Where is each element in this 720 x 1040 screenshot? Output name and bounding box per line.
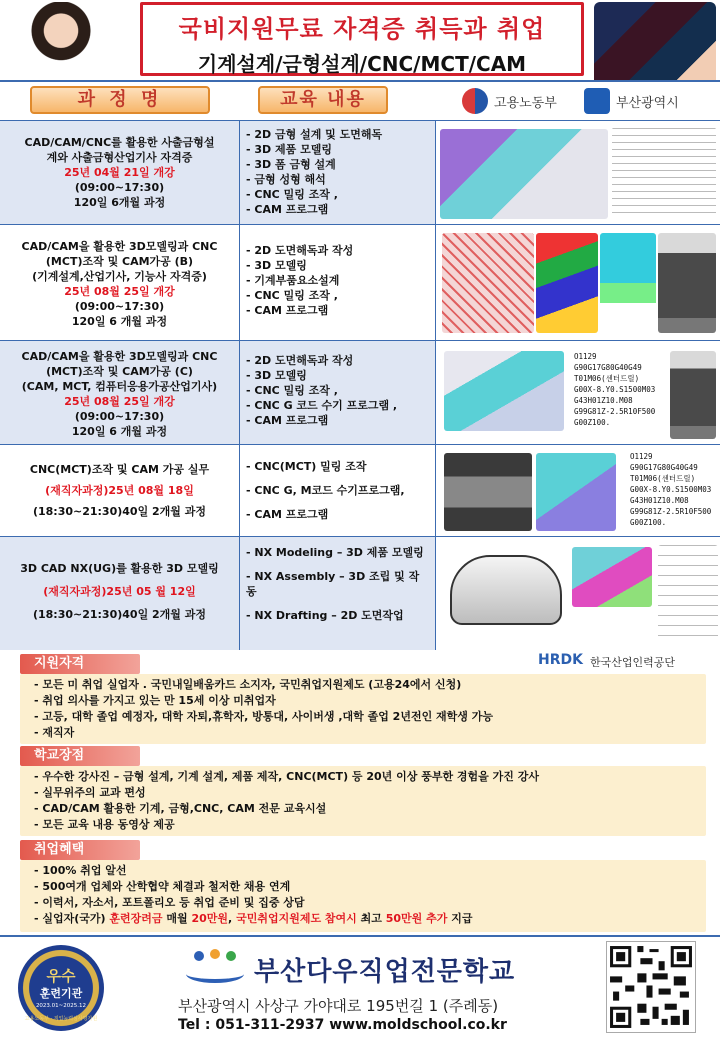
moel-emblem-icon <box>462 88 488 114</box>
benefits-item: - 500여개 업체와 산학협약 체결과 철저한 채용 연계 <box>34 880 291 893</box>
content-item: - 3D 모델링 <box>246 259 307 272</box>
mold-design-image <box>440 129 608 219</box>
school-name: 부산다우직업전문학교 <box>254 957 516 987</box>
course-name-cell: CNC(MCT)조작 및 CAM 가공 실무 (재직자과정)25년 08월 18일 (18:30~21:30)40일 2개월 과정 <box>0 445 240 536</box>
mouse-model-image <box>450 555 562 625</box>
course-image-cell <box>436 537 720 652</box>
content-item: - CNC(MCT) 밀링 조작 <box>246 460 367 473</box>
qualification-box <box>20 674 706 744</box>
content-item: - NX Assembly – 3D 조립 및 작동 <box>246 570 420 598</box>
content-item: - CNC 밀링 조작 , <box>246 289 338 302</box>
busan-logo <box>584 86 704 116</box>
mold-part-image <box>536 453 616 531</box>
course-duration: 120일 6 개월 과정 <box>71 425 168 438</box>
column-header-content: 교육 내용 <box>258 86 388 114</box>
course-row-2 <box>0 224 720 340</box>
course-time: (09:00~17:30) <box>74 300 165 313</box>
2d-drawing-image <box>658 545 718 645</box>
content-item: - CNC 밀링 조작 , <box>246 188 338 201</box>
excellent-training-badge <box>18 945 104 1031</box>
woman-photo-image <box>6 2 106 84</box>
content-item: - CAM 프로그램 <box>246 414 329 427</box>
badge-org: 고용노동부 · 직업능력심사평가원 <box>24 1016 98 1022</box>
sub-title: 기계설계/금형설계/CNC/MCT/CAM <box>197 52 527 76</box>
course-time: (09:00~17:30) <box>74 410 165 423</box>
qualification-item: - 모든 미 취업 실업자 . 국민내일배움카드 소지자, 국민취업지원제도 (고용24에서 신청) <box>34 678 462 691</box>
benefits-item-allowance: - 실업자(국가) 훈련장려금 매월 20만원, 국민취업지원제도 참여시 최고 50만원 추가 지급 <box>34 912 473 925</box>
content-item: - 3D 폼 금형 설계 <box>246 158 336 171</box>
footer <box>0 935 720 1040</box>
qualification-item: - 고등, 대학 졸업 예정자, 대학 자퇴,휴학자, 방통대, 사이버생 ,대학 졸업 2년전인 재학생 가능 <box>34 710 493 723</box>
benefits-box <box>20 860 706 932</box>
hrdk-name: 한국산업인력공단 <box>590 656 676 669</box>
content-item: - 2D 도면해독과 작성 <box>246 244 354 257</box>
main-title: 국비지원무료 자격증 취득과 취업 <box>178 15 546 43</box>
content-item: - 금형 성형 해석 <box>246 173 326 186</box>
course-duration: 120일 6개월 과정 <box>73 196 166 209</box>
course-time: (09:00~17:30) <box>74 181 165 194</box>
course-row-4 <box>0 444 720 536</box>
content-item: - 3D 제품 모델링 <box>246 143 332 156</box>
content-item: - CNC G 코드 수기 프로그램 , <box>246 399 398 412</box>
course-image-cell <box>436 341 720 444</box>
assembly-drawing-image <box>442 233 534 333</box>
title-box <box>140 2 584 76</box>
course-start-date: (재직자과정)25년 08월 18일 <box>45 484 194 497</box>
gcode-listing: O1129 G90G17G80G40G49 T01M06(센터드릴) G00X-8.Y0.S1500M03 G43H01Z10.M08 G99G81Z-2.5R10F500 G00Z100. <box>630 452 712 527</box>
school-contact: Tel : 051-311-2937 www.moldschool.co.kr <box>178 1017 507 1033</box>
info-sections <box>0 650 720 935</box>
header <box>0 0 720 88</box>
content-item: - 3D 모델링 <box>246 369 307 382</box>
cnc-machine-image <box>670 351 716 439</box>
hrdk-logo <box>538 652 714 670</box>
content-item: - CNC G, M코드 수기프로그램, <box>246 484 405 497</box>
course-row-1 <box>0 120 720 224</box>
content-item: - NX Drafting – 2D 도면작업 <box>246 609 404 622</box>
content-item: - CAM 프로그램 <box>246 304 329 317</box>
course-start-date: (재직자과정)25년 05 월 12일 <box>43 585 196 598</box>
benefits-item: - 100% 취업 알선 <box>34 864 127 877</box>
content-item: - CAM 프로그램 <box>246 203 329 216</box>
content-item: - CNC 밀링 조작 , <box>246 384 338 397</box>
qualification-item: - 취업 의사를 가지고 있는 만 15세 이상 미취업자 <box>34 694 276 707</box>
cam-toolpath-image <box>600 233 656 333</box>
benefits-item: - 이력서, 자소서, 포트폴리오 등 취업 준비 및 집중 상담 <box>34 896 305 909</box>
strengths-item: - 실무위주의 교과 편성 <box>34 786 146 799</box>
course-row-5 <box>0 536 720 652</box>
cnc-machine-image <box>658 233 716 333</box>
course-content-cell <box>240 537 436 652</box>
content-item: - 2D 도면해독과 작성 <box>246 354 354 367</box>
school-address: 부산광역시 사상구 가야대로 195번길 1 (주례동) <box>178 997 499 1015</box>
strengths-box <box>20 766 706 836</box>
course-start-date: 25년 08월 25일 개강 <box>64 395 175 408</box>
course-content-cell <box>240 445 436 536</box>
course-row-3 <box>0 340 720 444</box>
assembly-model-image <box>572 547 652 607</box>
strengths-item: - 우수한 강사진 – 금형 설계, 기계 설계, 제품 제작, CNC(MCT) 등 20년 이상 풍부한 경험을 가진 강사 <box>34 770 539 783</box>
strengths-label: 학교장점 <box>20 746 140 766</box>
course-image-cell <box>436 225 720 340</box>
school-logo-icon <box>186 949 244 987</box>
course-content-cell <box>240 341 436 444</box>
qr-code-icon <box>606 941 696 1033</box>
busan-emblem-icon <box>584 88 610 114</box>
qualification-label: 지원자격 <box>20 654 140 674</box>
qualification-item: - 재직자 <box>34 726 75 739</box>
passports-photo-image <box>594 2 716 86</box>
course-name-cell: CAD/CAM을 활용한 3D모델링과 CNC (MCT)조작 및 CAM가공 (B) (기계설계,산업기사, 기능사 자격증) 25년 08월 25일 개강 (09:00~17:30) 120일 6 개월 과정 <box>0 225 240 340</box>
course-image-cell <box>436 445 720 536</box>
moel-logo <box>462 86 572 116</box>
badge-top: 우수 <box>46 967 76 985</box>
course-content-cell <box>240 121 436 224</box>
gcode-listing: O1129 G90G17G80G40G49 T01M06(센터드릴) G00X-8.Y0.S1500M03 G43H01Z10.M08 G99G81Z-2.5R10F500 G00Z100. <box>574 352 656 427</box>
course-duration: 120일 6 개월 과정 <box>71 315 168 328</box>
course-start-date: 25년 08월 25일 개강 <box>64 285 175 298</box>
column-header-course: 과 정 명 <box>30 86 210 114</box>
cnc-operator-image <box>444 453 532 531</box>
course-time: (18:30~21:30)40일 2개월 과정 <box>32 608 207 621</box>
table-header <box>0 82 720 122</box>
content-item: - 2D 금형 설계 및 도면해독 <box>246 128 383 141</box>
course-name-cell: CAD/CAM/CNC를 활용한 사출금형설 계와 사출금형산업기사 자격증 25년 04월 21일 개강 (09:00~17:30) 120일 6개월 과정 <box>0 121 240 224</box>
content-item: - CAM 프로그램 <box>246 508 329 521</box>
course-table <box>0 80 720 650</box>
benefits-label: 취업혜택 <box>20 840 140 860</box>
content-item: - NX Modeling – 3D 제품 모델링 <box>246 546 424 559</box>
gear-assembly-image <box>536 233 598 333</box>
cam-part-image <box>444 351 564 431</box>
badge-period: 2023.01~2025.12 <box>35 1003 87 1009</box>
strengths-item: - CAD/CAM 활용한 기계, 금형,CNC, CAM 전문 교육시설 <box>34 802 327 815</box>
content-item: - 기계부품요소설계 <box>246 274 340 287</box>
strengths-item: - 모든 교육 내용 동영상 제공 <box>34 818 175 831</box>
mold-drawing-image <box>612 127 716 219</box>
course-time: (18:30~21:30)40일 2개월 과정 <box>32 505 207 518</box>
course-name-cell: CAD/CAM을 활용한 3D모델링과 CNC (MCT)조작 및 CAM가공 (C) (CAM, MCT, 컴퓨터응용가공산업기사) 25년 08월 25일 개강 (09:00~17:30) 120일 6 개월 과정 <box>0 341 240 444</box>
hrdk-mark: HRDK <box>538 652 583 668</box>
moel-logo-text: 고용노동부 <box>494 96 557 111</box>
course-name-cell: 3D CAD NX(UG)를 활용한 3D 모델링 (재직자과정)25년 05 월 12일 (18:30~21:30)40일 2개월 과정 <box>0 537 240 652</box>
course-start-date: 25년 04월 21일 개강 <box>64 166 175 179</box>
course-image-cell <box>436 121 720 224</box>
course-content-cell <box>240 225 436 340</box>
busan-logo-text: 부산광역시 <box>616 96 679 111</box>
badge-main: 훈련기관 <box>39 987 83 1000</box>
